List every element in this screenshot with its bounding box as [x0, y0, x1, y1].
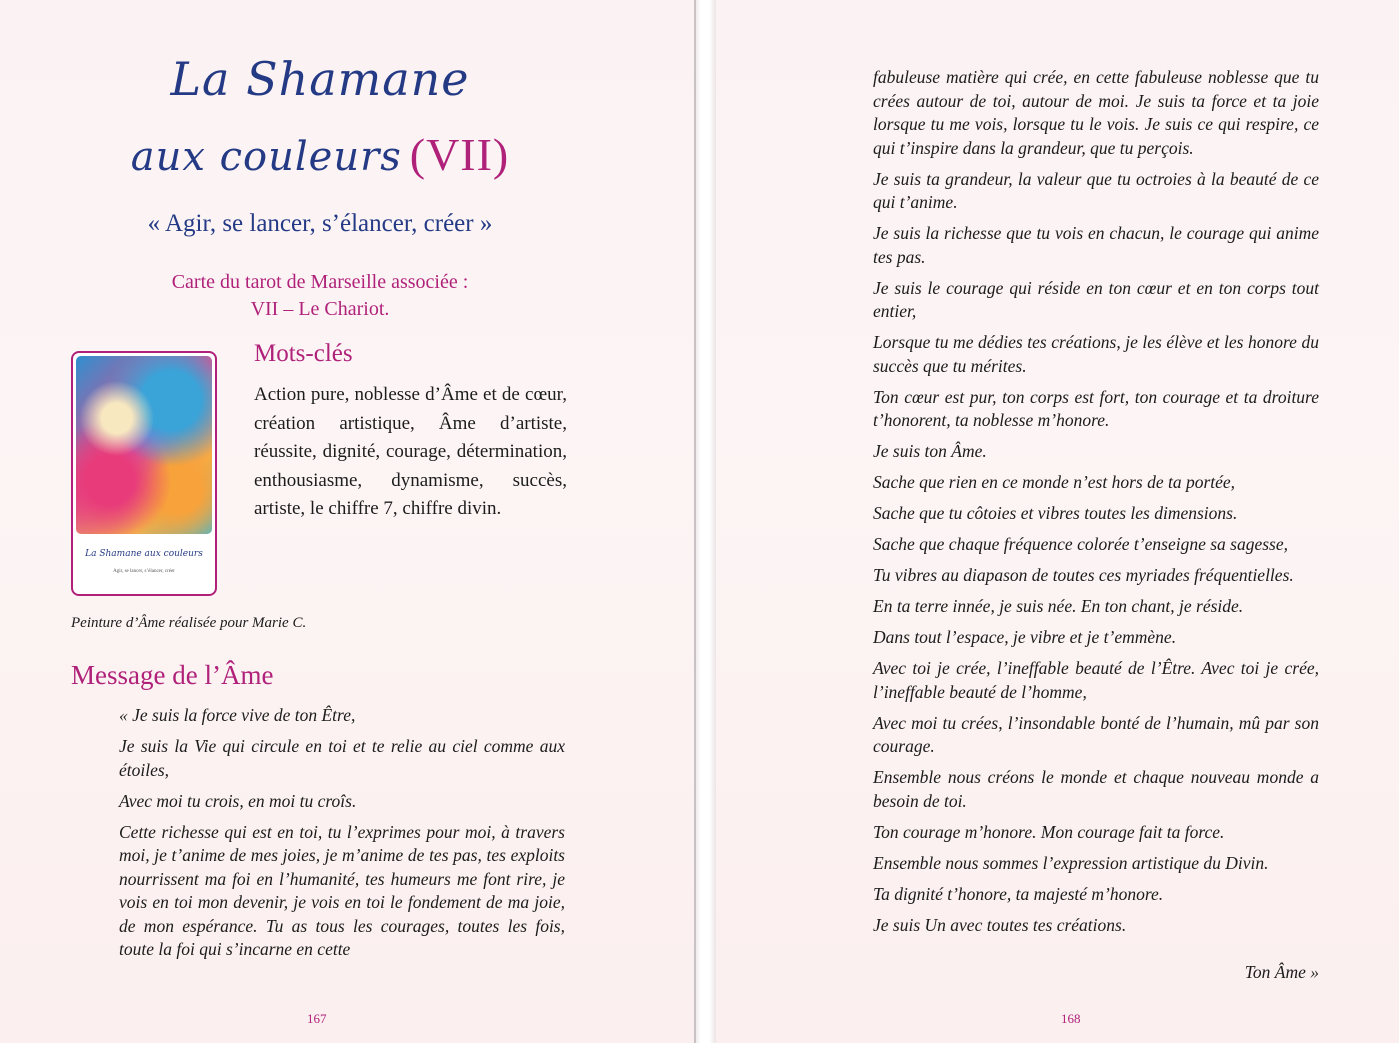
message-paragraph: Je suis le courage qui réside en ton cœur et en ton corps tout entier,	[873, 277, 1319, 321]
message-paragraph: Sache que rien en ce monde n’est hors de ta portée,	[873, 472, 1236, 492]
message-paragraph: Lorsque tu me dédies tes créations, je les élève et les honore du succès que tu mérites.	[873, 332, 1319, 376]
card-subtitle: Agir, se lancer, s’élancer, créer	[113, 569, 175, 574]
message-paragraph: Je suis Un avec toutes tes créations.	[873, 914, 1127, 935]
message-heading: Message de l’Âme	[71, 660, 274, 690]
message-paragraph: Ensemble nous sommes l’expression artistique du Divin.	[873, 852, 1269, 873]
card-title: La Shamane aux couleurs	[85, 549, 203, 559]
message-paragraph: En ta terre innée, je suis née. En ton chant, je réside.	[873, 596, 1244, 616]
chapter-title-text: aux couleurs	[130, 134, 402, 180]
image-caption: Peinture d’Âme réalisée pour Marie C.	[71, 615, 307, 631]
left-page	[0, 0, 694, 1043]
tarot-association	[0, 269, 640, 323]
tarot-line1: Carte du tarot de Marseille associée :	[171, 271, 469, 293]
message-paragraph: Avec moi tu crées, l’insondable bonté de l’humain, mû par son courage.	[873, 712, 1319, 756]
chapter-title-line1: La Shamane	[170, 52, 470, 106]
oracle-card-image	[71, 351, 217, 596]
chapter-title-line2	[0, 128, 640, 181]
gutter-divider	[694, 0, 696, 1043]
message-body	[119, 704, 565, 969]
chapter-motto: « Agir, se lancer, s’élancer, créer »	[147, 210, 493, 237]
message-paragraph: Ton cœur est pur, ton corps est fort, ton courage et ta droiture t’honorent, ta noblesse m’honore.	[873, 386, 1319, 430]
message-paragraph: Avec moi tu crois, en moi tu croîs.	[119, 790, 357, 811]
message-paragraph: Dans tout l’espace, je vibre et je t’emmène.	[873, 627, 1177, 647]
message-paragraph: Sache que chaque fréquence colorée t’enseigne sa sagesse,	[873, 534, 1288, 554]
right-page	[716, 0, 1399, 1043]
message-paragraph: « Je suis la force vive de ton Être,	[119, 705, 356, 725]
chapter-roman-numeral: (VII)	[409, 129, 510, 180]
message-paragraph: Je suis ton Âme.	[873, 441, 987, 461]
keywords-text: Action pure, noblesse d’Âme et de cœur, création artistique, Âme d’artiste, réussite, dignité, courage, détermination, enthousiasme, dynamisme, succès, artiste, le chiffre 7, chiffre divin.	[254, 384, 567, 519]
message-paragraph: Sache que tu côtoies et vibres toutes les dimensions.	[873, 503, 1238, 523]
message-continuation	[873, 66, 1319, 945]
message-paragraph: Cette richesse qui est en toi, tu l’exprimes pour moi, à travers moi, je t’anime de mes joies, je m’anime de tes pas, tes exploits nourrissent ma foi en l’humanité, tes humeurs me font rire, je vois en toi mon devenir, je vois en toi le fondement de ma joie, de mon espérance. Tu as tous les courages, toutes les fois, toute la foi qui s’incarne en cette	[119, 821, 565, 959]
message-paragraph: Je suis ta grandeur, la valeur que tu octroies à la beauté de ce qui t’anime.	[873, 168, 1319, 212]
message-paragraph: Ton courage m’honore. Mon courage fait ta force.	[873, 821, 1225, 842]
book-gutter	[694, 0, 716, 1043]
message-signature: Ton Âme »	[1244, 962, 1319, 982]
page-number-left: 167	[307, 1011, 327, 1026]
message-paragraph: Ta dignité t’honore, ta majesté m’honore.	[873, 883, 1164, 904]
keywords-heading: Mots-clés	[254, 340, 353, 367]
message-paragraph: Ensemble nous créons le monde et chaque nouveau monde a besoin de toi.	[873, 767, 1319, 811]
card-painting	[76, 356, 212, 534]
message-paragraph: fabuleuse matière qui crée, en cette fabuleuse noblesse que tu crées autour de toi, autour de moi. Je suis ta force et ta joie lorsque tu me vois, lorsque tu le vois. Je suis ce qui respire, ce qui t’inspire dans la grandeur, que tu perçois.	[873, 67, 1319, 158]
message-paragraph: Avec toi je crée, l’ineffable beauté de l’Être. Avec toi je crée, l’ineffable beauté de l’homme,	[873, 658, 1319, 702]
message-paragraph: Je suis la Vie qui circule en toi et te relie au ciel comme aux étoiles,	[119, 736, 565, 780]
page-number-right: 168	[1061, 1011, 1081, 1026]
message-paragraph: Je suis la richesse que tu vois en chacun, le courage qui anime tes pas.	[873, 223, 1319, 267]
tarot-line2: VII – Le Chariot.	[250, 298, 390, 320]
message-paragraph: Tu vibres au diapason de toutes ces myriades fréquentielles.	[873, 565, 1294, 585]
